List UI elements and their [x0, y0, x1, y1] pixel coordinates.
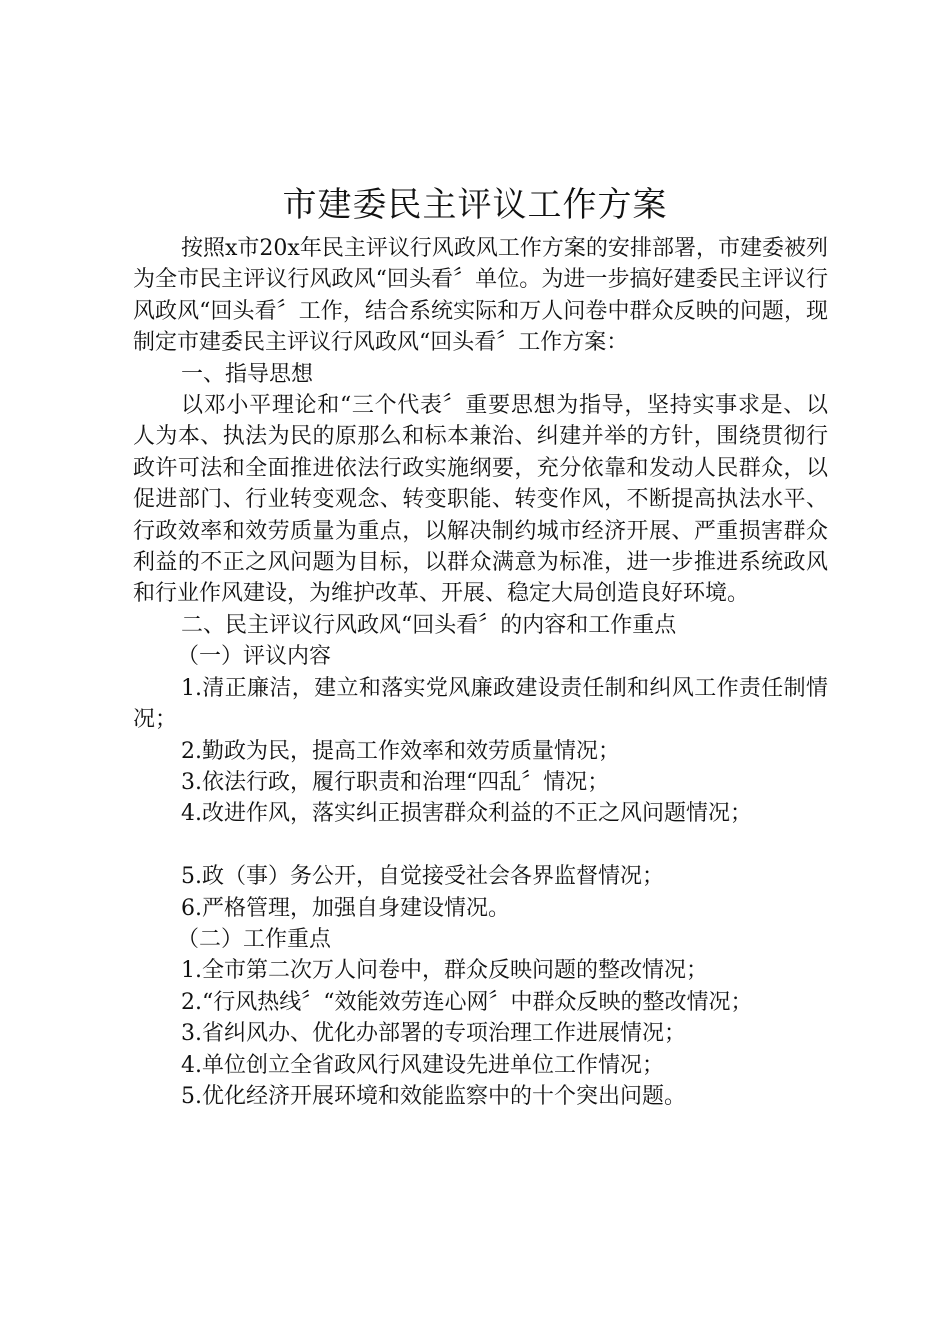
list-item: 1.清正廉洁，建立和落实党风廉政建设责任制和纠风工作责任制情况； — [133, 675, 828, 733]
blank-line — [133, 830, 828, 861]
section-1-paragraph: 以邓小平理论和“三个代表〞重要思想为指导，坚持实事求是、以人为本、执法为民的原那么和标本兼治、纠建并举的方针，围绕贯彻行政许可法和全面推进依法行政实施纲要，充分依靠和发动人民群众，以促进部门、行业转变观念、转变职能、转变作风，不断提高执法水平、行政效率和效劳质量为重点，以解决制约城市经济开展、严重损害群众利益的不正之风问题为目标，以群众满意为标准，进一步推进系统政风和行业作风建设，为维护改革、开展、稳定大局创造良好环境。 — [133, 393, 828, 607]
list-item: 4.单位创立全省政风行风建设先进单位工作情况； — [181, 1052, 664, 1078]
list-item: 2.“行风热线〞“效能效劳连心网〞中群众反映的整改情况； — [181, 989, 753, 1015]
section-2-heading: 二、民主评议行风政风“回头看〞的内容和工作重点 — [181, 612, 677, 638]
subsection-2-heading: （二）工作重点 — [177, 926, 332, 952]
list-item: 3.省纠风办、优化办部署的专项治理工作进展情况； — [181, 1021, 686, 1047]
list-item: 4.改进作风，落实纠正损害群众利益的不正之风问题情况； — [181, 801, 752, 827]
section-1-heading: 一、指导思想 — [181, 361, 314, 387]
document-title: 市建委民主评议工作方案 — [282, 185, 668, 225]
list-item: 5.优化经济开展环境和效能监察中的十个突出问题。 — [181, 1083, 686, 1109]
list-item: 1.全市第二次万人问卷中，群众反映问题的整改情况； — [181, 958, 708, 984]
list-item: 2.勤政为民，提高工作效率和效劳质量情况； — [181, 738, 620, 764]
list-item: 3.依法行政，履行职责和治理“四乱〞情况； — [181, 769, 610, 795]
document-body — [133, 233, 828, 1112]
list-item: 6.严格管理，加强自身建设情况。 — [181, 895, 510, 921]
subsection-1-heading: （一）评议内容 — [177, 644, 332, 670]
intro-paragraph: 按照x市20x年民主评议行风政风工作方案的安排部署，市建委被列为全市民主评议行风政风“回头看〞单位。为进一步搞好建委民主评议行风政风“回头看〞工作，结合系统实际和万人问卷中群众反映的问题，现制定市建委民主评议行风政风“回头看〞工作方案： — [133, 236, 828, 356]
list-item: 5.政（事）务公开，自觉接受社会各界监督情况； — [181, 864, 664, 890]
